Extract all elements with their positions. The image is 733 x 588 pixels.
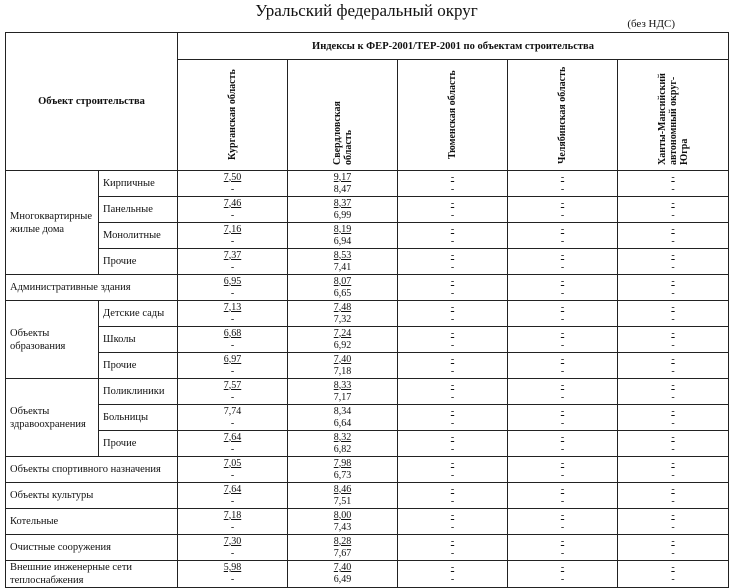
index-base: - [671, 327, 675, 339]
index-alt: 6,82 [333, 443, 352, 455]
index-base: - [450, 405, 455, 417]
region-header [508, 60, 618, 171]
index-alt: - [560, 495, 565, 507]
table-row [6, 431, 729, 457]
index-alt: - [450, 521, 455, 533]
index-base: - [560, 249, 565, 261]
index-base: 7,30 [223, 535, 242, 547]
index-alt: - [450, 469, 455, 481]
index-alt: 6,73 [333, 469, 352, 481]
index-alt: - [560, 209, 565, 221]
index-cell [508, 301, 618, 327]
index-alt: - [230, 287, 235, 299]
index-base: - [671, 301, 675, 313]
index-cell [178, 197, 288, 223]
table-row [6, 483, 729, 509]
index-base: - [560, 301, 565, 313]
index-alt: - [230, 235, 235, 247]
region-label: Курганская область [227, 69, 238, 161]
index-cell [398, 353, 508, 379]
index-base: - [450, 379, 455, 391]
index-base: - [450, 431, 455, 443]
index-cell [288, 379, 398, 405]
index-cell [398, 405, 508, 431]
index-cell [178, 275, 288, 301]
index-cell [508, 275, 618, 301]
index-alt: - [560, 235, 565, 247]
index-cell [398, 249, 508, 275]
index-alt: - [671, 391, 675, 403]
index-alt: - [450, 313, 455, 325]
index-alt: - [671, 313, 675, 325]
index-base: - [671, 223, 675, 235]
index-alt: - [230, 574, 235, 585]
index-base: 8,07 [333, 275, 352, 287]
index-alt: - [671, 443, 675, 455]
region-label: Свердловская область [331, 101, 354, 165]
index-alt: - [560, 313, 565, 325]
object-group: Очистные сооружения [6, 535, 178, 561]
index-base: - [671, 431, 675, 443]
index-alt: 6,65 [333, 287, 352, 299]
index-cell [618, 197, 729, 223]
index-cell [508, 509, 618, 535]
index-alt: - [230, 443, 235, 455]
index-cell [178, 483, 288, 509]
table-row [6, 509, 729, 535]
index-alt: - [560, 547, 565, 559]
index-cell [178, 171, 288, 197]
object-group: Котельные [6, 509, 178, 535]
index-alt: - [560, 521, 565, 533]
index-alt: - [450, 547, 455, 559]
index-base: 6,68 [223, 327, 242, 339]
index-base: 8,46 [333, 483, 352, 495]
region-header [288, 60, 398, 171]
index-cell [178, 457, 288, 483]
index-alt: - [450, 365, 455, 377]
index-cell [618, 353, 729, 379]
index-cell [178, 379, 288, 405]
index-base: - [560, 405, 565, 417]
index-base: 7,98 [333, 457, 352, 469]
index-alt: - [671, 183, 675, 195]
index-alt: - [560, 339, 565, 351]
index-base: 7,46 [223, 197, 242, 209]
index-alt: - [671, 287, 675, 299]
index-cell [508, 327, 618, 353]
object-subtype: Панельные [99, 197, 178, 223]
index-alt: - [671, 574, 675, 585]
index-alt: - [671, 547, 675, 559]
index-base: 7,18 [223, 509, 242, 521]
index-base: - [450, 327, 455, 339]
index-alt: 7,67 [333, 547, 352, 559]
index-cell [178, 405, 288, 431]
index-base: 8,34 [333, 405, 352, 417]
index-alt: - [671, 495, 675, 507]
index-alt: - [230, 417, 235, 429]
index-base: 7,16 [223, 223, 242, 235]
index-cell [288, 197, 398, 223]
index-cell [618, 249, 729, 275]
index-cell [288, 431, 398, 457]
index-cell [178, 535, 288, 561]
object-subtype: Прочие [99, 249, 178, 275]
index-cell [288, 457, 398, 483]
index-cell [288, 353, 398, 379]
index-base: 8,33 [333, 379, 352, 391]
index-alt: 6,99 [333, 209, 352, 221]
object-subtype: Прочие [99, 353, 178, 379]
index-cell [508, 535, 618, 561]
index-base: - [671, 405, 675, 417]
index-cell [618, 509, 729, 535]
index-base: - [560, 197, 565, 209]
index-base: - [671, 275, 675, 287]
region-label: Тюменская область [447, 70, 458, 160]
index-alt: - [560, 261, 565, 273]
region-label: Ханты-Мансийский автономный округ-Югра [656, 73, 690, 165]
index-base: - [560, 353, 565, 365]
index-cell [508, 457, 618, 483]
index-alt: - [230, 209, 235, 221]
index-alt: - [230, 261, 235, 273]
index-alt: - [230, 469, 235, 481]
index-cell [398, 223, 508, 249]
index-cell [398, 275, 508, 301]
index-cell [288, 535, 398, 561]
index-alt: 7,43 [333, 521, 352, 533]
table-row [6, 379, 729, 405]
index-alt: - [671, 339, 675, 351]
index-alt: - [671, 469, 675, 481]
index-cell [508, 353, 618, 379]
index-base: - [560, 379, 565, 391]
index-base: - [450, 483, 455, 495]
index-cell [178, 509, 288, 535]
index-cell [618, 561, 729, 588]
table-row [6, 249, 729, 275]
index-base: 7,50 [223, 171, 242, 183]
index-base: - [560, 535, 565, 547]
index-base: 7,64 [223, 431, 242, 443]
index-base: - [560, 431, 565, 443]
index-cell [178, 223, 288, 249]
index-alt: - [560, 287, 565, 299]
index-base: 8,37 [333, 197, 352, 209]
table-row [6, 275, 729, 301]
index-base: - [671, 353, 675, 365]
index-base: - [450, 301, 455, 313]
index-cell [508, 431, 618, 457]
index-base: 6,97 [223, 353, 242, 365]
index-cell [398, 327, 508, 353]
index-alt: 7,41 [333, 261, 352, 273]
table-row [6, 353, 729, 379]
index-alt: 6,64 [333, 417, 352, 429]
index-cell [398, 431, 508, 457]
index-cell [398, 171, 508, 197]
index-base: - [560, 327, 565, 339]
index-base: - [671, 171, 675, 183]
index-base: - [671, 535, 675, 547]
index-base: 7,37 [223, 249, 242, 261]
index-base: 8,28 [333, 535, 352, 547]
index-cell [178, 561, 288, 588]
index-alt: 7,18 [333, 365, 352, 377]
index-alt: - [671, 261, 675, 273]
index-alt: - [671, 521, 675, 533]
index-base: - [671, 562, 675, 573]
index-cell [508, 561, 618, 588]
index-base: - [671, 509, 675, 521]
index-alt: - [560, 365, 565, 377]
table-row [6, 301, 729, 327]
index-cell [508, 405, 618, 431]
page-title: Уральский федеральный округ [255, 1, 478, 20]
index-alt: - [450, 339, 455, 351]
index-cell [618, 431, 729, 457]
index-alt: - [560, 417, 565, 429]
index-base: - [450, 171, 455, 183]
index-cell [398, 197, 508, 223]
index-alt: - [560, 469, 565, 481]
index-base: - [560, 223, 565, 235]
index-alt: - [230, 391, 235, 403]
index-cell [398, 379, 508, 405]
index-cell [398, 483, 508, 509]
index-alt: - [671, 365, 675, 377]
index-base: 6,95 [223, 275, 242, 287]
index-cell [288, 301, 398, 327]
index-alt: 6,94 [333, 235, 352, 247]
index-cell [508, 379, 618, 405]
index-alt: - [230, 313, 235, 325]
index-base: - [560, 171, 565, 183]
index-base: - [671, 197, 675, 209]
index-base: - [560, 275, 565, 287]
index-cell [618, 405, 729, 431]
index-cell [288, 405, 398, 431]
index-alt: - [450, 235, 455, 247]
index-base: - [671, 483, 675, 495]
index-base: 8,53 [333, 249, 352, 261]
index-base: - [450, 223, 455, 235]
index-alt: - [230, 365, 235, 377]
index-cell [288, 327, 398, 353]
unit-note: (без НДС) [627, 18, 675, 30]
index-cell [178, 431, 288, 457]
indices-table [5, 32, 729, 588]
index-base: 7,05 [223, 457, 242, 469]
object-group: Многоквартирные жилые дома [6, 171, 99, 275]
header-object: Объект строительства [6, 33, 178, 171]
object-group: Объекты образования [6, 301, 99, 379]
index-alt: 7,32 [333, 313, 352, 325]
index-base: - [450, 197, 455, 209]
object-subtype: Монолитные [99, 223, 178, 249]
index-cell [178, 249, 288, 275]
index-alt: - [671, 209, 675, 221]
region-header [178, 60, 288, 171]
object-group: Объекты спортивного назначения [6, 457, 178, 483]
index-base: - [671, 379, 675, 391]
object-subtype: Поликлиники [99, 379, 178, 405]
index-alt: - [450, 287, 455, 299]
index-base: 7,13 [223, 301, 242, 313]
index-alt: - [450, 183, 455, 195]
index-cell [288, 249, 398, 275]
index-alt: - [450, 574, 455, 585]
index-cell [618, 223, 729, 249]
index-alt: 6,49 [333, 574, 352, 585]
index-cell [178, 301, 288, 327]
index-cell [618, 379, 729, 405]
index-alt: - [671, 235, 675, 247]
index-cell [288, 223, 398, 249]
index-alt: - [560, 443, 565, 455]
object-group: Внешние инженерные сети теплоснабжения [6, 561, 178, 588]
index-base: - [671, 249, 675, 261]
index-base: - [450, 562, 455, 573]
index-cell [288, 509, 398, 535]
table-row [6, 171, 729, 197]
index-cell [288, 171, 398, 197]
index-alt: - [230, 495, 235, 507]
index-base: 7,57 [223, 379, 242, 391]
index-cell [618, 327, 729, 353]
index-base: 8,32 [333, 431, 352, 443]
object-subtype: Кирпичные [99, 171, 178, 197]
index-alt: - [671, 417, 675, 429]
index-cell [618, 535, 729, 561]
index-base: - [671, 457, 675, 469]
header-indices: Индексы к ФЕР-2001/ТЕР-2001 по объектам строительства [178, 33, 729, 60]
index-cell [288, 483, 398, 509]
index-base: - [450, 353, 455, 365]
index-alt: 8,47 [333, 183, 352, 195]
index-alt: - [450, 443, 455, 455]
index-alt: - [450, 391, 455, 403]
table-row [6, 197, 729, 223]
index-base: 9,17 [333, 171, 352, 183]
index-alt: 7,17 [333, 391, 352, 403]
object-subtype: Больницы [99, 405, 178, 431]
index-base: 7,40 [333, 353, 352, 365]
object-group: Объекты здравоохранения [6, 379, 99, 457]
index-base: 7,64 [223, 483, 242, 495]
index-cell [398, 301, 508, 327]
index-base: 7,40 [333, 562, 352, 573]
index-cell [508, 483, 618, 509]
index-alt: - [450, 209, 455, 221]
index-base: 7,24 [333, 327, 352, 339]
table-row [6, 223, 729, 249]
index-cell [508, 249, 618, 275]
index-cell [618, 483, 729, 509]
index-alt: - [560, 574, 565, 585]
index-base: - [450, 457, 455, 469]
index-base: - [450, 249, 455, 261]
index-base: 7,48 [333, 301, 352, 313]
index-base: - [450, 275, 455, 287]
table-row [6, 327, 729, 353]
object-subtype: Школы [99, 327, 178, 353]
index-base: 8,19 [333, 223, 352, 235]
index-base: - [560, 562, 565, 573]
index-alt: 6,92 [333, 339, 352, 351]
index-alt: - [230, 339, 235, 351]
index-cell [508, 197, 618, 223]
index-cell [398, 509, 508, 535]
index-base: - [450, 509, 455, 521]
table-row [6, 457, 729, 483]
index-base: - [560, 509, 565, 521]
index-cell [178, 327, 288, 353]
index-cell [618, 457, 729, 483]
index-cell [398, 457, 508, 483]
index-cell [398, 535, 508, 561]
index-alt: - [560, 183, 565, 195]
index-base: 8,00 [333, 509, 352, 521]
index-alt: - [230, 521, 235, 533]
index-cell [288, 275, 398, 301]
index-base: - [560, 483, 565, 495]
table-row [6, 561, 729, 588]
index-alt: - [560, 391, 565, 403]
region-header [618, 60, 729, 171]
table-row [6, 535, 729, 561]
index-cell [178, 353, 288, 379]
index-cell [398, 561, 508, 588]
index-alt: - [230, 183, 235, 195]
index-base: - [560, 457, 565, 469]
index-cell [618, 171, 729, 197]
index-cell [288, 561, 398, 588]
index-alt: - [450, 417, 455, 429]
index-base: - [450, 535, 455, 547]
index-alt: 7,51 [333, 495, 352, 507]
index-cell [508, 223, 618, 249]
object-subtype: Прочие [99, 431, 178, 457]
index-cell [618, 301, 729, 327]
index-alt: - [230, 547, 235, 559]
region-label: Челябинская область [557, 66, 568, 164]
index-alt: - [450, 495, 455, 507]
index-cell [508, 171, 618, 197]
index-alt: - [450, 261, 455, 273]
region-header [398, 60, 508, 171]
index-base: 5,98 [223, 562, 242, 573]
object-subtype: Детские сады [99, 301, 178, 327]
table-row [6, 405, 729, 431]
object-group: Объекты культуры [6, 483, 178, 509]
index-base: 7,74 [223, 405, 242, 417]
index-cell [618, 275, 729, 301]
object-group: Административные здания [6, 275, 178, 301]
